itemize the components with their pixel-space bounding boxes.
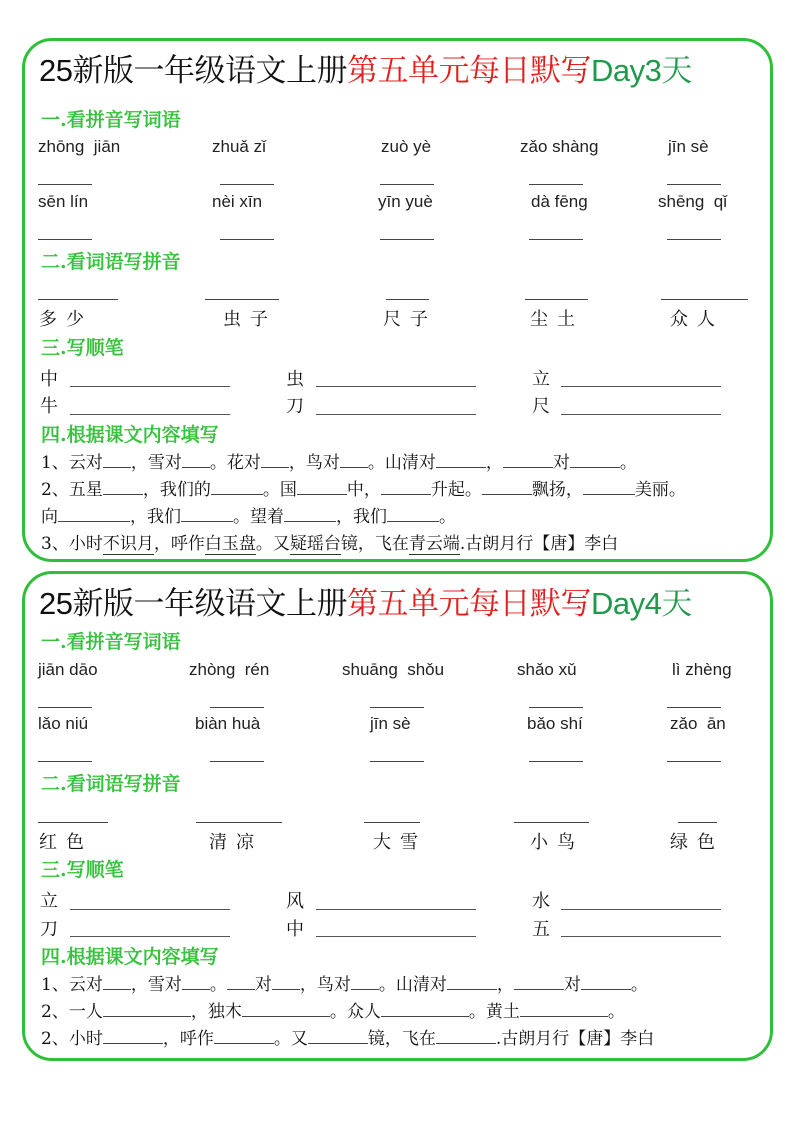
pinyin-item: shēng qǐ — [658, 192, 727, 211]
pinyin-item: lì zhèng — [672, 660, 732, 679]
stroke-answer-line[interactable] — [561, 386, 721, 387]
answer-blank[interactable] — [211, 477, 263, 495]
word-item: 虫子 — [223, 309, 277, 330]
answer-blank[interactable] — [503, 450, 553, 468]
fill-line-3: 向 ，我们 。望着 ，我们 。 — [41, 504, 456, 530]
stroke-answer-line[interactable] — [70, 386, 230, 387]
stroke-answer-line[interactable] — [561, 909, 721, 910]
pinyin-item: zhōng jiān — [38, 137, 121, 156]
stroke-answer-line[interactable] — [316, 909, 476, 910]
section-heading-words-to-pinyin: 二.看词语写拼音 — [41, 773, 181, 795]
answer-blank[interactable] — [38, 822, 108, 823]
answer-blank[interactable] — [205, 299, 279, 300]
word-item: 小鸟 — [530, 832, 584, 853]
answer-blank[interactable] — [103, 999, 191, 1017]
stroke-answer-line[interactable] — [316, 386, 476, 387]
pinyin-item: zuò yè — [381, 137, 432, 156]
answer-blank[interactable] — [58, 504, 130, 522]
pinyin-item: jīn sè — [370, 714, 411, 733]
word-item: 红色 — [39, 832, 93, 853]
answer-blank[interactable] — [272, 972, 300, 990]
stroke-answer-line[interactable] — [70, 414, 230, 415]
pinyin-item: zhòng rén — [189, 660, 270, 679]
word-item: 众人 — [670, 309, 724, 330]
section-heading-words-to-pinyin: 二.看词语写拼音 — [41, 251, 181, 273]
answer-blank[interactable] — [103, 1026, 163, 1044]
answer-blank[interactable] — [667, 707, 721, 708]
title-day: Day4天 — [590, 586, 692, 621]
stroke-answer-line[interactable] — [561, 936, 721, 937]
answer-blank[interactable] — [370, 761, 424, 762]
answer-blank[interactable] — [667, 184, 721, 185]
pinyin-item: zhuǎ zǐ — [212, 137, 266, 156]
answer-blank[interactable] — [667, 239, 721, 240]
fill-line-4: 3、小时不识月，呼作白玉盘。又疑瑶台镜，飞在青云端.古朗月行【唐】李白 — [41, 534, 619, 554]
answer-blank[interactable] — [103, 972, 131, 990]
stroke-answer-line[interactable] — [70, 909, 230, 910]
answer-blank[interactable] — [525, 299, 588, 300]
answer-blank[interactable] — [678, 822, 717, 823]
stroke-char: 五 — [532, 919, 550, 940]
answer-blank[interactable] — [380, 184, 434, 185]
answer-blank[interactable] — [103, 477, 143, 495]
pinyin-item: yīn yuè — [378, 192, 433, 211]
section-heading-pinyin-to-words: 一.看拼音写词语 — [41, 109, 181, 131]
answer-blank[interactable] — [380, 239, 434, 240]
stroke-char: 水 — [532, 891, 550, 912]
answer-blank[interactable] — [581, 972, 631, 990]
pinyin-item: jiān dāo — [38, 660, 98, 679]
answer-blank[interactable] — [38, 239, 92, 240]
title-unit: 第五单元每日默写 — [346, 586, 591, 621]
fill-line-1: 1、云对 ，雪对 。 对 ，鸟对 。山清对 ， 对 。 — [41, 972, 648, 998]
answer-blank[interactable] — [370, 707, 424, 708]
worksheet-card-day4 — [22, 571, 773, 1061]
stroke-char: 立 — [40, 891, 58, 912]
card-title — [39, 580, 692, 628]
section-heading-fill-in: 四.根据课文内容填写 — [41, 946, 219, 968]
stroke-answer-line[interactable] — [561, 414, 721, 415]
section-heading-stroke-order: 三.写顺笔 — [41, 859, 124, 881]
stroke-char: 立 — [532, 369, 550, 390]
answer-blank[interactable] — [387, 504, 439, 522]
answer-blank[interactable] — [261, 450, 289, 468]
word-item: 多少 — [39, 309, 93, 330]
answer-blank[interactable] — [583, 477, 635, 495]
answer-blank[interactable] — [196, 822, 282, 823]
answer-blank[interactable] — [227, 972, 255, 990]
answer-blank[interactable] — [381, 477, 431, 495]
answer-blank[interactable] — [386, 299, 429, 300]
title-day: Day3天 — [590, 53, 692, 88]
answer-blank[interactable] — [667, 761, 721, 762]
answer-blank[interactable] — [38, 299, 118, 300]
pinyin-item: shuāng shǒu — [342, 660, 445, 679]
answer-blank[interactable] — [340, 450, 368, 468]
pinyin-item: nèi xīn — [212, 192, 263, 211]
section-heading-stroke-order: 三.写顺笔 — [41, 337, 124, 359]
answer-blank[interactable] — [529, 707, 583, 708]
answer-blank[interactable] — [214, 1026, 274, 1044]
answer-blank[interactable] — [308, 1026, 368, 1044]
answer-blank[interactable] — [220, 184, 274, 185]
answer-blank[interactable] — [661, 299, 748, 300]
title-unit: 第五单元每日默写 — [346, 53, 591, 88]
stroke-char: 尺 — [532, 396, 550, 417]
answer-blank[interactable] — [381, 999, 469, 1017]
pinyin-item: zǎo shàng — [520, 137, 599, 156]
answer-blank[interactable] — [103, 450, 131, 468]
answer-blank[interactable] — [242, 999, 330, 1017]
section-heading-fill-in: 四.根据课文内容填写 — [41, 424, 219, 446]
answer-blank[interactable] — [38, 707, 92, 708]
pinyin-item: jīn sè — [668, 137, 709, 156]
pinyin-item: lǎo niú — [38, 714, 89, 733]
stroke-answer-line[interactable] — [316, 414, 476, 415]
word-item: 绿色 — [670, 832, 724, 853]
answer-blank[interactable] — [529, 239, 583, 240]
answer-blank[interactable] — [436, 1026, 496, 1044]
answer-blank[interactable] — [38, 184, 92, 185]
stroke-answer-line[interactable] — [316, 936, 476, 937]
stroke-char: 虫 — [286, 369, 304, 390]
answer-blank[interactable] — [351, 972, 379, 990]
pinyin-item: dà fēng — [531, 192, 588, 211]
word-item: 尘土 — [530, 309, 584, 330]
answer-blank[interactable] — [514, 822, 589, 823]
pinyin-item: shǎo xǔ — [517, 660, 577, 679]
answer-blank[interactable] — [38, 761, 92, 762]
word-item: 尺子 — [383, 309, 437, 330]
pinyin-item: biàn huà — [195, 714, 261, 733]
fill-line-2: 2、五星 ，我们的 。国 中， 升起。 飘扬， 美丽。 — [41, 477, 686, 503]
stroke-char: 刀 — [40, 919, 58, 940]
answer-blank[interactable] — [182, 450, 210, 468]
answer-blank[interactable] — [210, 761, 264, 762]
stroke-char: 风 — [286, 891, 304, 912]
answer-blank[interactable] — [220, 239, 274, 240]
worksheet-card-day3 — [22, 38, 773, 562]
word-item: 清凉 — [209, 832, 263, 853]
card-title — [39, 47, 692, 95]
section-heading-pinyin-to-words: 一.看拼音写词语 — [41, 631, 181, 653]
answer-blank[interactable] — [447, 972, 497, 990]
stroke-char: 中 — [40, 369, 58, 390]
pinyin-item: bǎo shí — [527, 714, 583, 733]
stroke-char: 刀 — [286, 396, 304, 417]
answer-blank[interactable] — [529, 761, 583, 762]
answer-blank[interactable] — [570, 450, 620, 468]
title-prefix: 25新版一年级语文上册 — [39, 53, 347, 88]
pinyin-item: sēn lín — [38, 192, 89, 211]
answer-blank[interactable] — [210, 707, 264, 708]
title-prefix: 25新版一年级语文上册 — [39, 586, 347, 621]
answer-blank[interactable] — [182, 972, 210, 990]
answer-blank[interactable] — [436, 450, 486, 468]
answer-blank[interactable] — [529, 184, 583, 185]
answer-blank[interactable] — [297, 477, 347, 495]
word-item: 大雪 — [373, 832, 427, 853]
fill-line-1: 1、云对 ，雪对 。花对 ，鸟对 。山清对 ， 对 。 — [41, 450, 637, 476]
fill-line-3: 2、小时 ，呼作 。又 镜，飞在 .古朗月行【唐】李白 — [41, 1026, 654, 1052]
stroke-char: 中 — [286, 919, 304, 940]
answer-blank[interactable] — [520, 999, 608, 1017]
stroke-answer-line[interactable] — [70, 936, 230, 937]
answer-blank[interactable] — [514, 972, 564, 990]
answer-blank[interactable] — [284, 504, 336, 522]
answer-blank[interactable] — [364, 822, 420, 823]
answer-blank[interactable] — [482, 477, 532, 495]
pinyin-item: zǎo ān — [670, 714, 726, 733]
stroke-char: 牛 — [40, 396, 58, 417]
fill-line-2: 2、一人 ，独木 。众人 。黄土 。 — [41, 999, 625, 1025]
answer-blank[interactable] — [181, 504, 233, 522]
